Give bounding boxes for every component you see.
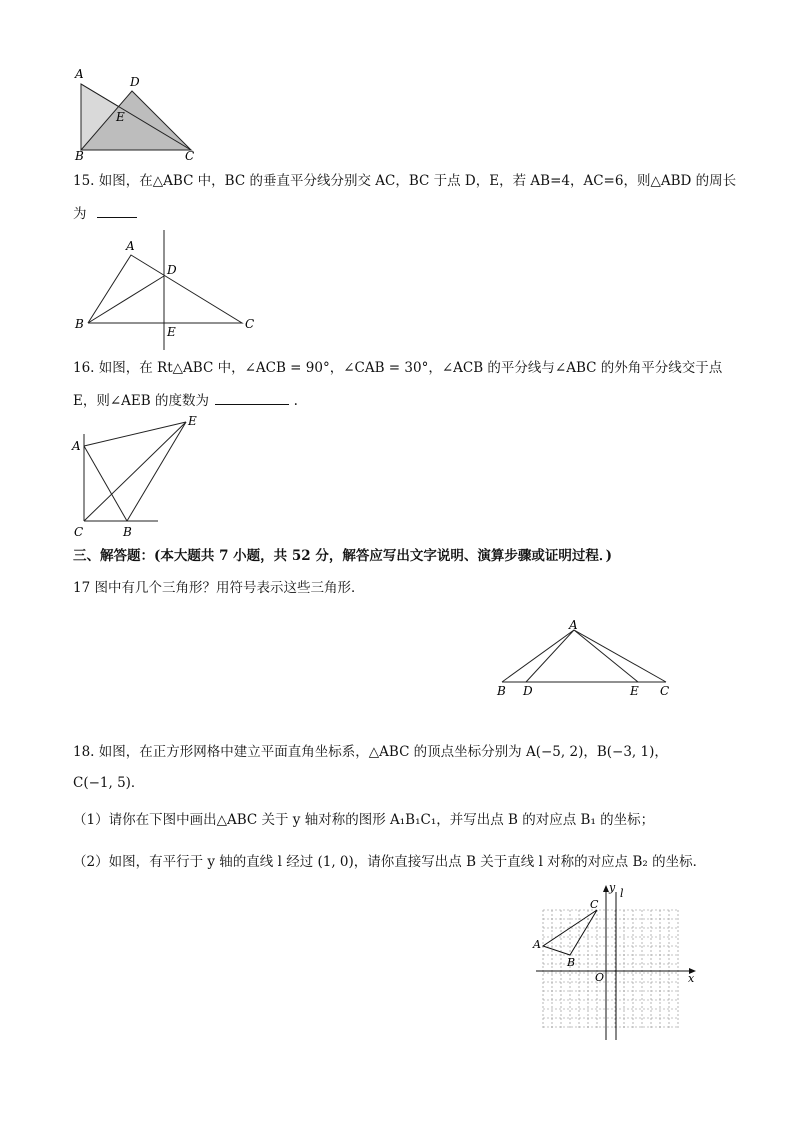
- figure-q14: [70, 66, 200, 162]
- label-a: A: [533, 938, 541, 951]
- label-o: O: [595, 971, 605, 984]
- label-b: B: [123, 525, 132, 539]
- label-b: B: [75, 149, 84, 162]
- label-e: E: [167, 325, 176, 339]
- q15-answer-blank[interactable]: [97, 203, 137, 218]
- q15-text-line1: 15. 如图，在△ABC 中，BC 的垂直平分线分别交 AC，BC 于点 D，E，若 AB=4，AC=6，则△ABD 的周长: [73, 173, 737, 189]
- label-e: E: [188, 414, 197, 428]
- label-x: x: [688, 972, 695, 985]
- q18-text-line1: 18. 如图，在正方形网格中建立平面直角坐标系，△ABC 的顶点坐标分别为 A(−5, 2)，B(−3, 1)，: [73, 744, 668, 760]
- label-l: l: [620, 887, 624, 900]
- figure-q16: [70, 412, 210, 542]
- figure-q18-grid: [528, 880, 700, 1042]
- q18-text-line2: C(−1, 5)．: [73, 775, 145, 791]
- label-a: A: [75, 67, 84, 81]
- q18-part1: （1）请你在下图中画出△ABC 关于 y 轴对称的图形 A₁B₁C₁，并写出点 B 的对应点 B₁ 的坐标；: [73, 812, 655, 828]
- label-d: D: [130, 75, 140, 89]
- figure-q15: [72, 228, 262, 352]
- label-c: C: [660, 684, 670, 698]
- q17-text: 17 图中有几个三角形？用符号表示这些三角形．: [73, 580, 365, 596]
- q16-answer-blank[interactable]: [215, 390, 289, 405]
- label-y: y: [609, 881, 616, 894]
- label-e: E: [630, 684, 639, 698]
- label-e: E: [116, 110, 125, 124]
- label-b: B: [567, 956, 576, 969]
- triangle-abc: [543, 910, 597, 955]
- q18-part2: （2）如图，有平行于 y 轴的直线 l 经过 (1, 0)，请你直接写出点 B 关于直线 l 对称的对应点 B₂ 的坐标．: [73, 854, 707, 870]
- grid-lines: [543, 910, 678, 1030]
- label-b: B: [497, 684, 506, 698]
- q16-text-line2: [73, 390, 298, 411]
- q15-text-line2-prefix: 为: [73, 206, 87, 222]
- label-d: D: [167, 263, 177, 277]
- label-c: C: [245, 317, 255, 331]
- label-d: D: [523, 684, 533, 698]
- label-b: B: [75, 317, 84, 331]
- q16-text-line2-prefix: E，则∠AEB 的度数为: [73, 393, 209, 409]
- q16-text-line1: 16. 如图，在 Rt△ABC 中，∠ACB = 90°，∠CAB = 30°，∠ACB 的平分线与∠ABC 的外角平分线交于点: [73, 360, 723, 376]
- label-a: A: [72, 439, 81, 453]
- q15-text-line2: [73, 203, 137, 224]
- label-c: C: [590, 898, 599, 911]
- label-c: C: [74, 525, 84, 539]
- figure-q17: [494, 616, 680, 700]
- label-c: C: [185, 149, 195, 162]
- label-a: A: [569, 618, 578, 632]
- section3-title: 三、解答题：(本大题共 7 小题，共 52 分，解答应写出文字说明、演算步骤或证明过程．): [73, 548, 613, 564]
- label-a: A: [126, 239, 135, 253]
- q16-text-line2-end: .: [293, 393, 298, 409]
